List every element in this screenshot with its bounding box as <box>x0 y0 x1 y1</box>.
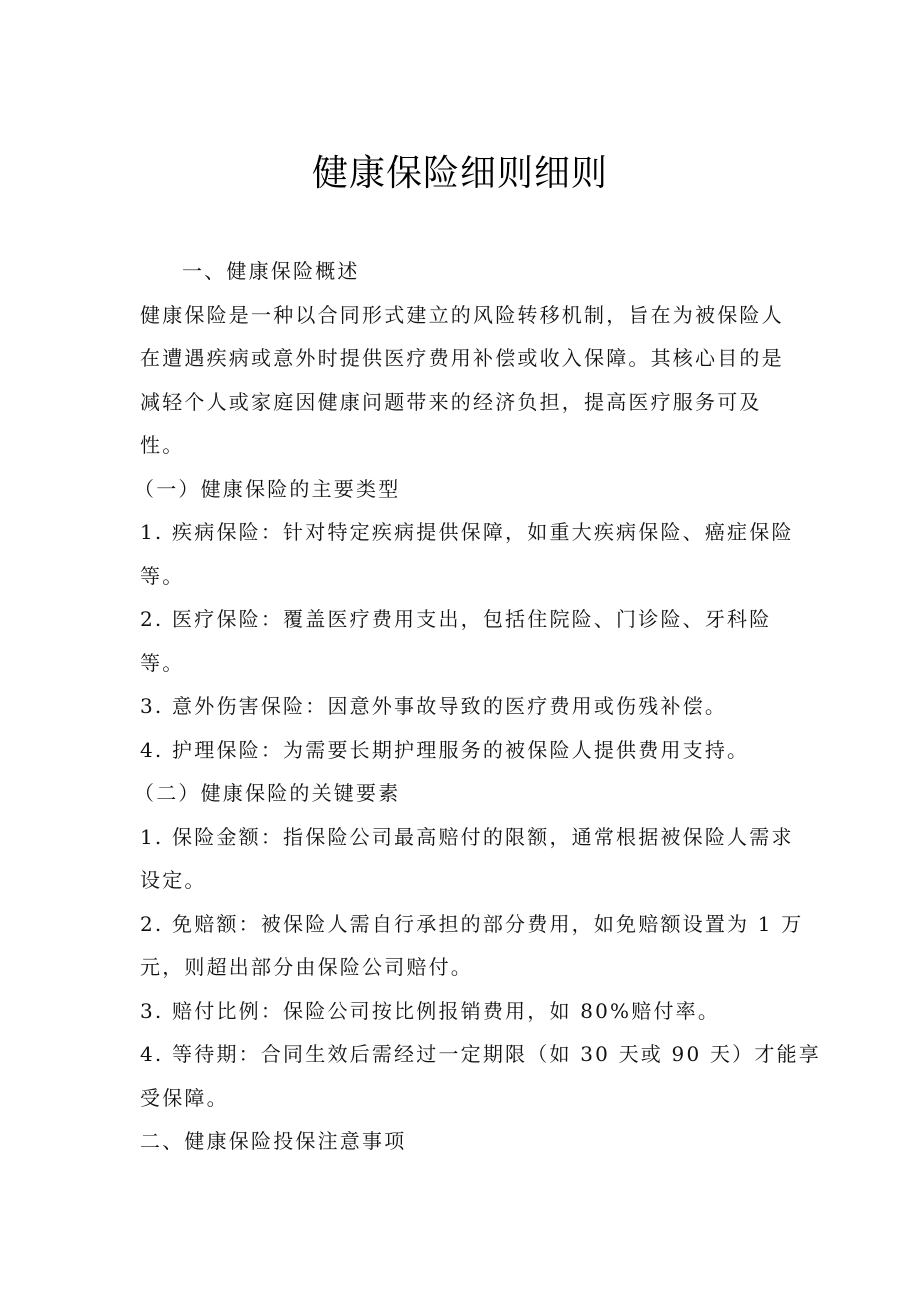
list-item: 4. 等待期：合同生效后需经过一定期限（如 30 天或 90 天）才能享 <box>140 1042 821 1066</box>
list-item: 2. 免赔额：被保险人需自行承担的部分费用，如免赔额设置为 1 万 <box>140 911 804 936</box>
list-item: 3. 意外伤害保险：因意外事故导致的医疗费用或伤残补偿。 <box>140 694 728 718</box>
document-title: 健康保险细则细则 <box>311 153 608 194</box>
list-item: 1. 疾病保险：针对特定疾病提供保障，如重大疾病保险、癌症保险 <box>140 520 794 544</box>
list-item: 等。 <box>140 563 185 588</box>
list-item: 2. 医疗保险：覆盖医疗费用支出，包括住院险、门诊险、牙科险 <box>140 607 772 631</box>
list-item: 等。 <box>140 650 185 675</box>
list-item: 3. 赔付比例：保险公司按比例报销费用，如 80%赔付率。 <box>140 998 721 1023</box>
paragraph-line: 性。 <box>140 433 185 457</box>
paragraph-line: 在遭遇疾病或意外时提供医疗费用补偿或收入保障。其核心目的是 <box>140 346 784 370</box>
list-item: 设定。 <box>140 868 207 892</box>
section-heading-overview: 一、健康保险概述 <box>182 259 360 283</box>
list-item: 1. 保险金额：指保险公司最高赔付的限额，通常根据被保险人需求 <box>140 824 794 849</box>
paragraph-line: 健康保险是一种以合同形式建立的风险转移机制，旨在为被保险人 <box>140 302 784 327</box>
section-heading-precautions: 二、健康保险投保注意事项 <box>140 1129 407 1153</box>
subsection-heading-elements: （二）健康保险的关键要素 <box>134 781 401 805</box>
paragraph-line: 减轻个人或家庭因健康问题带来的经济负担，提高医疗服务可及 <box>140 389 762 414</box>
document-body <box>134 250 821 1164</box>
list-item: 元，则超出部分由保险公司赔付。 <box>140 955 473 979</box>
subsection-heading-types: （一）健康保险的主要类型 <box>134 476 401 501</box>
list-item: 4. 护理保险：为需要长期护理服务的被保险人提供费用支持。 <box>140 737 750 762</box>
list-item: 受保障。 <box>140 1085 229 1110</box>
